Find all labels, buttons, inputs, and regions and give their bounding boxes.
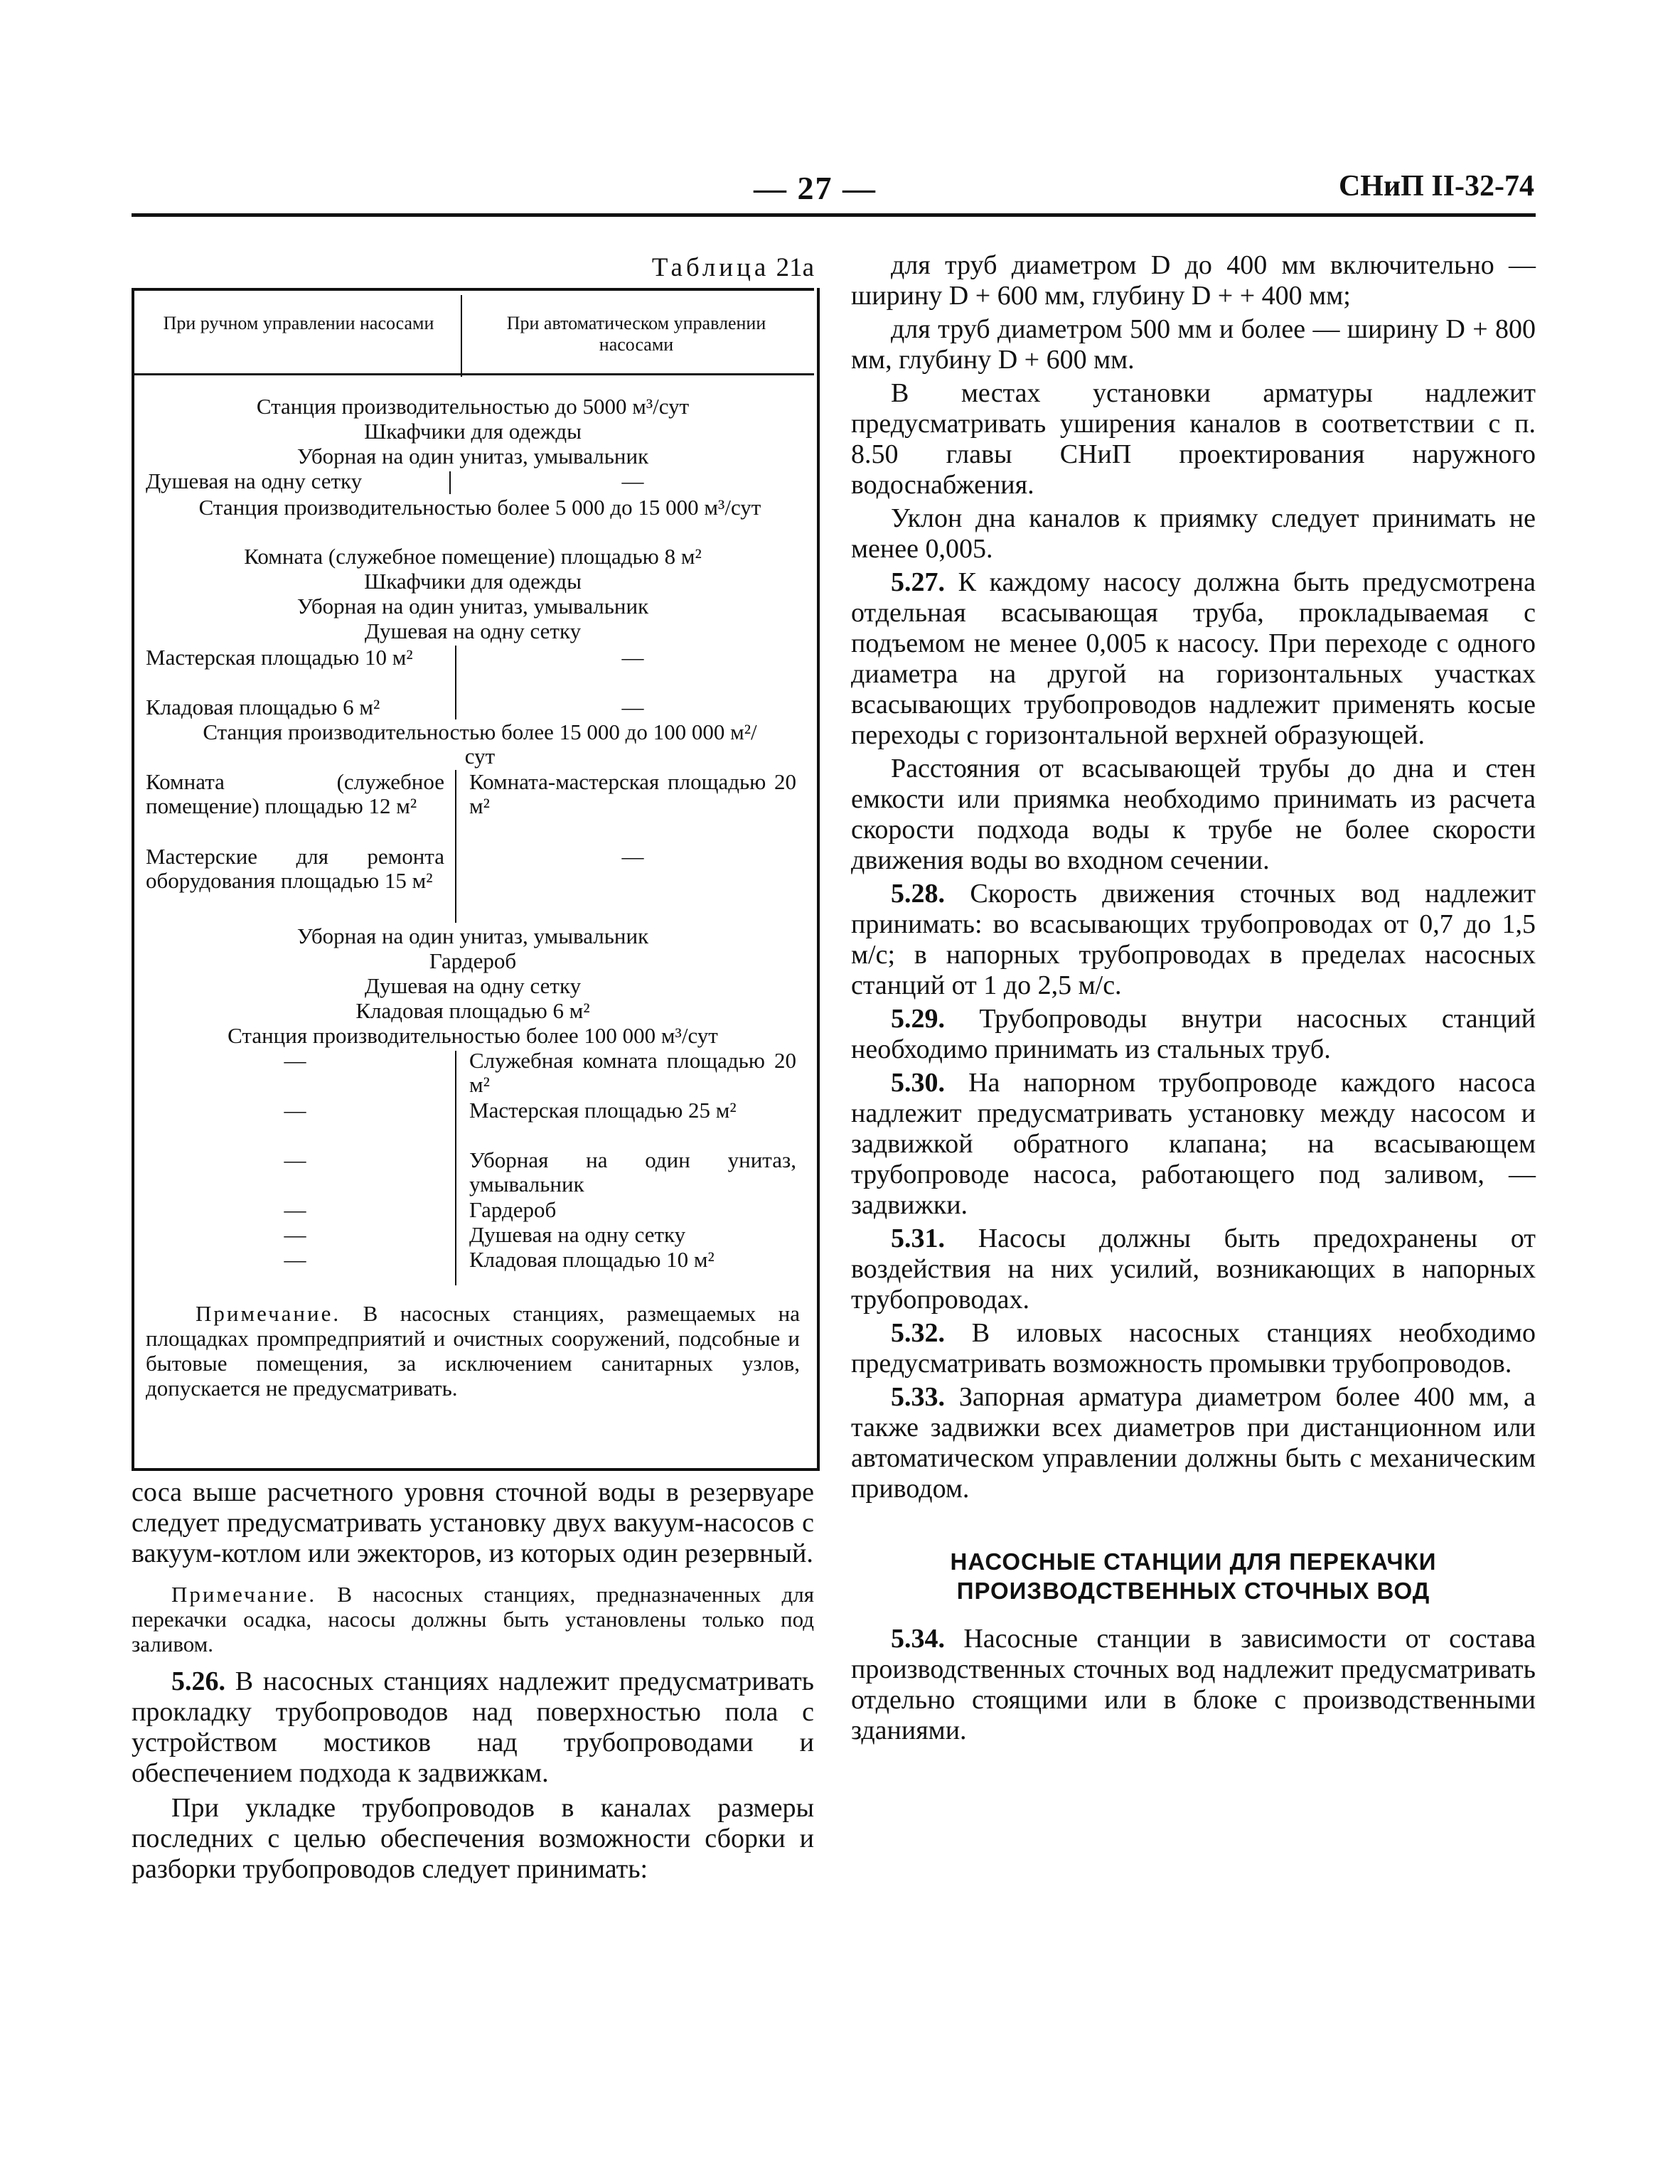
clause-number: 5.27. [891, 567, 945, 597]
section-heading: НАСОСНЫЕ СТАНЦИИ ДЛЯ ПЕРЕКАЧКИ ПРОИЗВОДСТВЕННЫХ СТОЧНЫХ ВОД [950, 1548, 1437, 1604]
table-cell-dash: — [284, 1197, 306, 1222]
table-top-rule [132, 288, 814, 291]
table-header-auto: При автоматическом управлении насосами [506, 313, 766, 355]
clause-number: 5.29. [891, 1004, 945, 1034]
table-row: Шкафчики для одежды [364, 419, 582, 444]
table-cell-dash: — [621, 695, 644, 719]
page-number: — 27 — [754, 170, 877, 206]
left-column-text [132, 1477, 814, 1885]
table-cell-dash: — [621, 645, 644, 670]
table-row-station-100000: Станция производительностью более 15 000 до 100 000 м²/сут [203, 719, 757, 769]
table-cell-dash: — [284, 1048, 306, 1073]
table-cell-left: Кладовая площадью 6 м² [146, 695, 380, 719]
table-row-station-15000: Станция производительностью более 5 000 до 15 000 м³/сут [198, 495, 761, 520]
table-row: Уборная на один унитаз, умывальник [296, 924, 649, 948]
header-rule [132, 213, 1536, 217]
clause-number: 5.32. [891, 1318, 945, 1348]
note-label: Примечание. [171, 1582, 317, 1607]
table-cell-dash: — [621, 469, 644, 493]
table-caption-word: Таблица [651, 253, 770, 282]
table-row: Уборная на один унитаз, умывальник [296, 444, 649, 469]
clause-5-27 [851, 567, 1536, 751]
table-cell-right: Кладовая площадью 10 м² [469, 1247, 715, 1272]
clause-number: 5.31. [891, 1224, 945, 1253]
table-row: Шкафчики для одежды [364, 569, 582, 594]
note-text: В насосных станциях, предназначенных для перекачки осадка, насосы должны быть установлены только под заливом. [132, 1582, 815, 1656]
table-cell-right: Душевая на одну сетку [469, 1222, 686, 1247]
clause-number: 5.30. [891, 1068, 945, 1098]
table-row: Кладовая площадью 6 м² [355, 998, 590, 1023]
clause-number: 5.26. [171, 1666, 225, 1696]
table-cell-dash: — [284, 1247, 306, 1272]
paragraph-laying: При укладке трубопроводов в каналах размеры последних с целью обеспечения возможности сборки и разборки трубопроводов следует принимать: [132, 1793, 814, 1884]
table-row-station-5000: Станция производительностью до 5000 м³/сут [256, 394, 690, 419]
table-row: Гардероб [429, 948, 517, 973]
table-cell-left: Комната (служебное помещение) площадью 12 м² [146, 769, 444, 818]
table-caption [132, 252, 814, 283]
table-note-text: В насосных станциях, размещаемых на площадках промпредприятий и очистных сооружений, подсобные и бытовые помещения, за исключением санитарных узлов, допускается не предусматривать. [146, 1301, 801, 1401]
clause-5-28 [851, 879, 1536, 1001]
table-header-rule [132, 373, 814, 375]
clause-5-31 [851, 1224, 1536, 1315]
clause-text: В насосных станциях надлежит предусматривать прокладку трубопроводов над поверхностью пола с устройством мостиков над трубопроводами и обеспечением подхода к задвижкам. [132, 1666, 814, 1788]
clause-number: 5.34. [891, 1624, 945, 1654]
table-note-label: Примечание. [196, 1301, 341, 1326]
table-cell-dash: — [284, 1222, 306, 1247]
table-cell-right: Гардероб [469, 1197, 557, 1222]
table-cell-right: Служебная комната площадью 20 м² [469, 1048, 796, 1097]
table-cell-right: Мастерская площадью 25 м² [469, 1098, 737, 1123]
table-cell-dash: — [621, 844, 644, 869]
paragraph-distances: Расстояния от всасывающей трубы до дна и стен емкости или приямка необходимо принимать из расчета скорости подхода воды к трубе не более скорости движения воды во входном сечении. [851, 754, 1536, 875]
paragraph-d500: для труб диаметром 500 мм и более — ширину D + 800 мм, глубину D + 600 мм. [851, 314, 1536, 375]
clause-text: Насосы должны быть предохранены от воздействия на них усилий, возникающих в напорных трубопроводах. [851, 1224, 1536, 1315]
paragraph-fittings: В местах установки арматуры надлежит предусматривать уширения каналов в соответствии с п. 8.50 главы СНиП проектирования наружного водоснабжения. [851, 378, 1536, 500]
table-row-station-over-100000: Станция производительностью более 100 000 м³/сут [228, 1023, 718, 1048]
clause-5-32 [851, 1318, 1536, 1379]
paragraph-slope: Уклон дна каналов к приямку следует принимать не менее 0,005. [851, 503, 1536, 564]
table-cell-left: Мастерская площадью 10 м² [146, 645, 413, 670]
clause-5-33 [851, 1382, 1536, 1504]
table-note [146, 1301, 800, 1401]
clause-text: Скорость движения сточных вод надлежит принимать: во всасывающих трубопроводах от 0,7 до 1,5 м/с; в напорных трубопроводах в пределах насосных станций от 1 до 2,5 м/с. [851, 879, 1536, 1000]
paragraph-d400: для труб диаметром D до 400 мм включительно — ширину D + 600 мм, глубину D + + 400 мм; [851, 250, 1536, 311]
table-cell-divider [455, 770, 456, 923]
clause-text: Трубопроводы внутри насосных станций необходимо принимать из стальных труб. [851, 1004, 1536, 1064]
table-cell-dash: — [284, 1098, 306, 1123]
paragraph-continued: соса выше расчетного уровня сточной воды в резервуаре следует предусматривать установку двух вакуум-насосов с вакуум-котлом или эжекторов, из которых один резервный. [132, 1477, 814, 1568]
table-row: Уборная на один унитаз, умывальник [296, 594, 649, 619]
note-sludge [132, 1582, 814, 1656]
document-code: СНиП II-32-74 [1338, 170, 1534, 203]
table-row: Комната (служебное помещение) площадью 8 м² [244, 544, 702, 569]
table-caption-number: 21а [776, 253, 814, 282]
clause-5-30 [851, 1068, 1536, 1221]
table-cell-left: Мастерские для ремонта оборудования площадью 15 м² [146, 844, 444, 893]
clause-text: Насосные станции в зависимости от состава производственных сточных вод надлежит предусматривать отдельно стоящими или в блоке с производственными зданиями. [851, 1624, 1536, 1745]
table-cell-divider [455, 646, 456, 719]
clause-text: На напорном трубопроводе каждого насоса надлежит предусматривать установку между насосом и задвижкой обратного клапана; на всасывающем трубопроводе насоса, работающего под заливом, — задвижки. [851, 1068, 1536, 1220]
table-cell-divider [455, 1051, 456, 1285]
clause-text: В иловых насосных станциях необходимо предусматривать возможность промывки трубопроводов. [851, 1318, 1536, 1379]
clause-5-29 [851, 1004, 1536, 1065]
table-cell-dash: — [284, 1147, 306, 1172]
table-header-manual: При ручном управлении насосами [163, 313, 434, 333]
table-cell-right: Уборная на один унитаз, умывальник [469, 1147, 796, 1197]
clause-number: 5.28. [891, 879, 945, 909]
clause-text: К каждому насосу должна быть предусмотрена отдельная всасывающая труба, прокладываемая с подъемом не менее 0,005 к насосу. При переходе с одного диаметра на другой на горизонтальных участках всасывающих трубопроводов надлежит применять косые переходы с горизонтальной верхней образующей. [851, 567, 1536, 750]
clause-5-26 [132, 1666, 814, 1789]
table-row: Душевая на одну сетку [364, 973, 582, 998]
table-header-divider [461, 295, 462, 377]
table-row: Душевая на одну сетку [364, 619, 582, 643]
right-column-text [851, 250, 1536, 1746]
clause-text: Запорная арматура диаметром более 400 мм, а также задвижки всех диаметров при дистанционном или автоматическом управлении должны быть с механическим приводом. [851, 1382, 1536, 1504]
clause-number: 5.33. [891, 1382, 945, 1412]
clause-5-34 [851, 1624, 1536, 1746]
table-cell-divider [449, 471, 451, 494]
table-cell-left: Душевая на одну сетку [146, 469, 363, 493]
table-cell-right: Комната-мастерская площадью 20 м² [469, 769, 796, 818]
